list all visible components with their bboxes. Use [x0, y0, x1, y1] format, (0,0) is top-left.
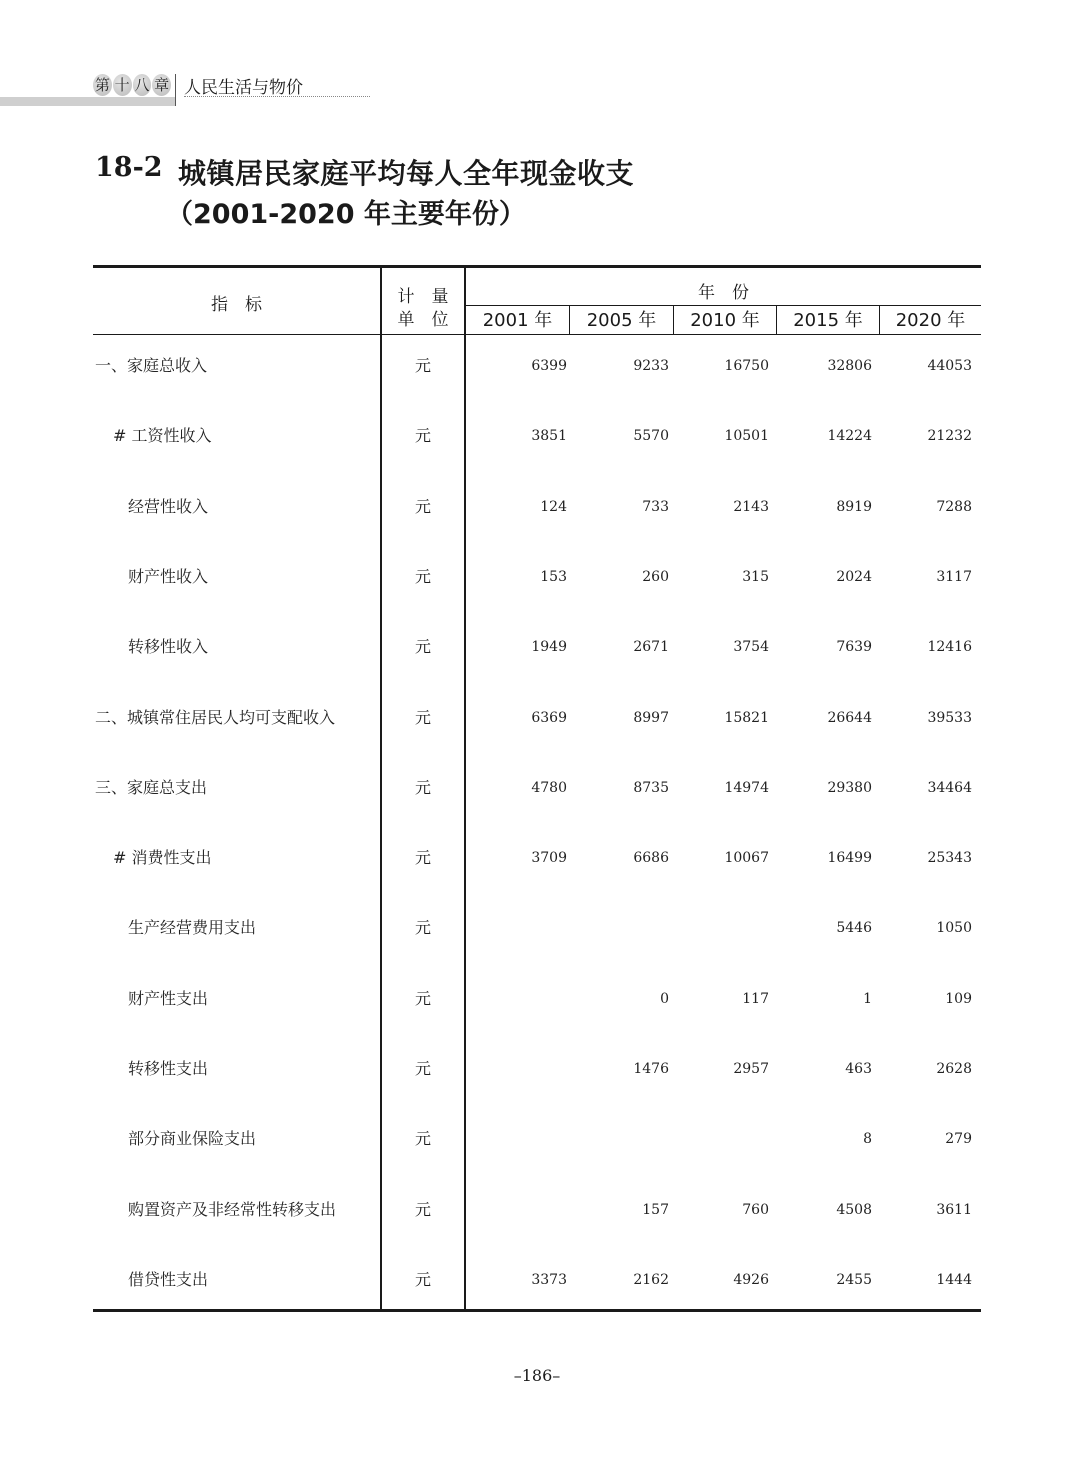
value-cell: 4508 [836, 1202, 872, 1218]
indicator-label: 转移性收入 [128, 637, 209, 656]
value-cell: 3851 [531, 428, 567, 444]
value-cell: 9233 [633, 358, 669, 374]
value-cell: 2628 [936, 1061, 972, 1077]
indicator-label: 经营性收入 [128, 497, 209, 516]
value-cell: 1476 [633, 1061, 669, 1077]
indicator-label: # 工资性收入 [113, 426, 212, 445]
unit-cell: 元 [414, 356, 431, 375]
unit-header-line2: 单 位 [397, 310, 449, 330]
table-subtitle: （2001-2020 年主要年份） [166, 199, 526, 230]
unit-cell: 元 [414, 848, 431, 867]
header-accent-bar [0, 97, 175, 106]
unit-cell: 元 [414, 1059, 431, 1078]
value-cell: 16499 [827, 850, 872, 866]
value-cell: 7639 [836, 639, 872, 655]
value-cell: 5446 [836, 920, 872, 936]
value-cell: 2455 [836, 1272, 872, 1288]
table-row [93, 1124, 981, 1154]
table-row [93, 1195, 981, 1225]
value-cell: 5570 [633, 428, 669, 444]
value-cell: 2162 [633, 1272, 669, 1288]
header-dotted-rule [184, 96, 370, 97]
indicator-label: 财产性收入 [128, 567, 209, 586]
indicator-header: 指 标 [211, 295, 262, 315]
unit-cell: 元 [414, 1270, 431, 1289]
years-group-rule [466, 305, 981, 306]
unit-cell: 元 [414, 918, 431, 937]
table-row [93, 843, 981, 873]
unit-cell: 元 [414, 708, 431, 727]
value-cell: 6686 [633, 850, 669, 866]
indicator-label: 生产经营费用支出 [128, 918, 257, 937]
years-group-header: 年 份 [698, 283, 749, 303]
chapter-char: 章 [154, 76, 170, 94]
value-cell: 760 [742, 1202, 769, 1218]
unit-cell: 元 [414, 426, 431, 445]
value-cell: 153 [540, 569, 567, 585]
value-cell: 2143 [733, 499, 769, 515]
value-cell: 1 [863, 991, 872, 1007]
value-cell: 29380 [827, 780, 872, 796]
unit-cell: 元 [414, 778, 431, 797]
value-cell: 2957 [733, 1061, 769, 1077]
value-cell: 44053 [927, 358, 972, 374]
chapter-title: 人民生活与物价 [184, 78, 303, 98]
value-cell: 260 [642, 569, 669, 585]
chapter-char: 第 [94, 76, 110, 94]
unit-cell: 元 [414, 1129, 431, 1148]
table-bottom-rule [93, 1309, 981, 1312]
indicator-label: 借贷性支出 [128, 1270, 209, 1289]
value-cell: 7288 [936, 499, 972, 515]
value-cell: 1949 [531, 639, 567, 655]
value-cell: 0 [660, 991, 669, 1007]
value-cell: 14224 [827, 428, 872, 444]
value-cell: 6369 [531, 710, 567, 726]
unit-cell: 元 [414, 567, 431, 586]
unit-cell: 元 [414, 637, 431, 656]
year-header: 2001 年 [482, 310, 553, 331]
value-cell: 21232 [927, 428, 972, 444]
value-cell: 279 [945, 1131, 972, 1147]
value-cell: 3611 [936, 1202, 972, 1218]
value-cell: 8735 [633, 780, 669, 796]
value-cell: 3754 [733, 639, 769, 655]
value-cell: 3373 [531, 1272, 567, 1288]
value-cell: 733 [642, 499, 669, 515]
value-cell: 32806 [827, 358, 872, 374]
value-cell: 117 [742, 991, 769, 1007]
table-number: 18-2 [95, 152, 163, 183]
table-row [93, 492, 981, 522]
table-row [93, 1054, 981, 1084]
value-cell: 109 [945, 991, 972, 1007]
page-number: –186– [513, 1366, 561, 1385]
value-cell: 4780 [531, 780, 567, 796]
indicator-label: 二、城镇常住居民人均可支配收入 [95, 708, 336, 727]
value-cell: 4926 [733, 1272, 769, 1288]
value-cell: 463 [845, 1061, 872, 1077]
value-cell: 157 [642, 1202, 669, 1218]
value-cell: 2671 [633, 639, 669, 655]
value-cell: 34464 [927, 780, 972, 796]
value-cell: 2024 [836, 569, 872, 585]
table-top-rule [93, 265, 981, 268]
value-cell: 15821 [724, 710, 769, 726]
value-cell: 1444 [936, 1272, 972, 1288]
table-row [93, 773, 981, 803]
value-cell: 6399 [531, 358, 567, 374]
indicator-label: 购置资产及非经常性转移支出 [128, 1200, 337, 1219]
value-cell: 39533 [927, 710, 972, 726]
header-bottom-rule [93, 334, 981, 335]
header-divider [175, 74, 176, 106]
indicator-label: 部分商业保险支出 [128, 1129, 257, 1148]
table-row [93, 984, 981, 1014]
table-row [93, 632, 981, 662]
indicator-label: 财产性支出 [128, 989, 209, 1008]
indicator-label: 一、家庭总收入 [95, 356, 208, 375]
year-header: 2020 年 [895, 310, 966, 331]
unit-header-line1: 计 量 [397, 287, 449, 307]
table-title: 城镇居民家庭平均每人全年现金收支 [178, 157, 635, 190]
value-cell: 16750 [724, 358, 769, 374]
unit-cell: 元 [414, 497, 431, 516]
chapter-char: 八 [134, 76, 150, 94]
indicator-label: 转移性支出 [128, 1059, 209, 1078]
chapter-badge [93, 74, 171, 98]
value-cell: 12416 [927, 639, 972, 655]
value-cell: 8919 [836, 499, 872, 515]
value-cell: 8997 [633, 710, 669, 726]
year-header: 2015 年 [793, 310, 863, 331]
table-row [93, 913, 981, 943]
value-cell: 10067 [724, 850, 769, 866]
value-cell: 124 [540, 499, 567, 515]
value-cell: 1050 [936, 920, 972, 936]
unit-cell: 元 [414, 989, 431, 1008]
value-cell: 26644 [827, 710, 872, 726]
chapter-char: 十 [114, 76, 130, 94]
indicator-label: # 消费性支出 [113, 848, 212, 867]
table-row [93, 1265, 981, 1295]
year-header: 2010 年 [690, 310, 760, 331]
value-cell: 8 [863, 1131, 872, 1147]
year-header: 2005 年 [586, 310, 657, 331]
value-cell: 315 [742, 569, 769, 585]
table-row [93, 351, 981, 381]
value-cell: 3709 [531, 850, 567, 866]
indicator-label: 三、家庭总支出 [95, 778, 208, 797]
unit-cell: 元 [414, 1200, 431, 1219]
table-row [93, 562, 981, 592]
value-cell: 10501 [724, 428, 769, 444]
value-cell: 3117 [936, 569, 972, 585]
table-row [93, 703, 981, 733]
value-cell: 14974 [724, 780, 769, 796]
value-cell: 25343 [927, 850, 972, 866]
table-row [93, 421, 981, 451]
